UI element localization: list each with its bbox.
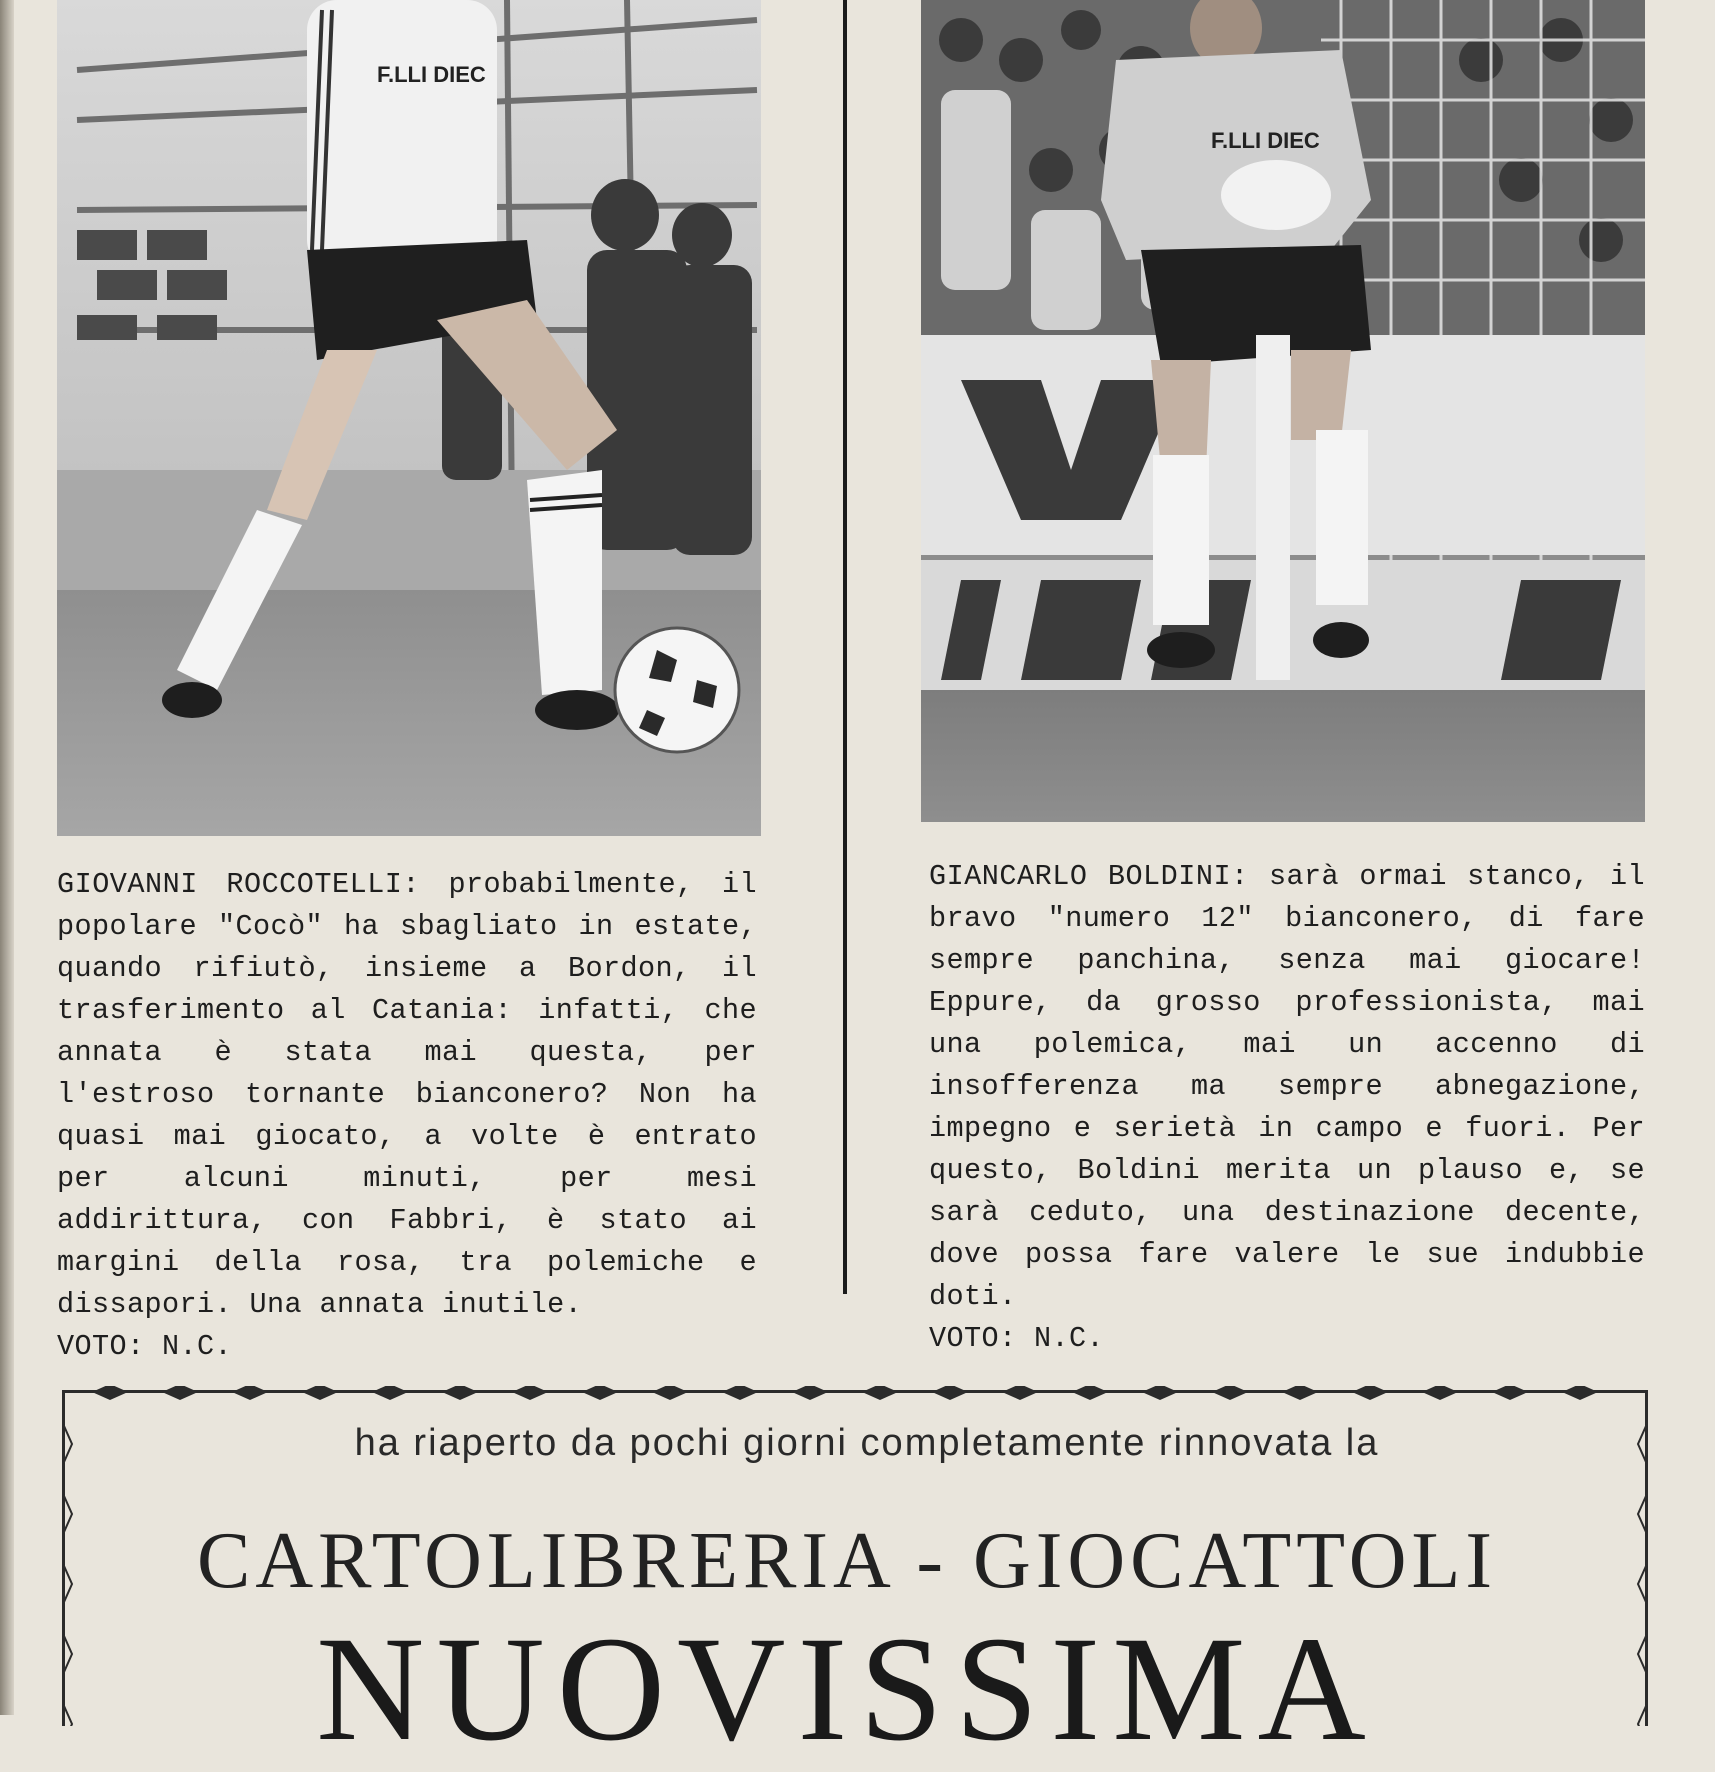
vote-boldini: VOTO: N.C. — [929, 1322, 1105, 1355]
advertisement — [62, 1386, 1648, 1772]
photo-boldini — [921, 0, 1645, 822]
page-edge — [0, 0, 14, 1715]
caption-roccotelli — [57, 864, 757, 1368]
vote-roccotelli: VOTO: N.C. — [57, 1330, 233, 1363]
ad-heading: CARTOLIBRERIA - GIOCATTOLI — [197, 1517, 1497, 1605]
article-text-roccotelli: probabilmente, il popolare "Cocò" ha sbagliato in estate, quando rifiutò, insieme a Bordon, il trasferimento al Catania: infatti, che annata è stata mai questa, per l'estroso tornante bianconero? Non ha quasi mai giocato, a volte è entrato per alcuni minuti, per mesi addirittura, con Fabbri, è stato ai margini della rosa, tra polemiche e dissapori. Una annata inutile. — [57, 868, 757, 1321]
photo-jersey-left: F.LLI DIEC — [377, 62, 486, 87]
caption-boldini — [929, 856, 1645, 1360]
ad-intro-text: ha riaperto da pochi giorni completamente rinnovata la — [354, 1422, 1380, 1464]
photo-roccotelli — [57, 0, 761, 836]
photo-jersey-right: F.LLI DIEC — [1211, 128, 1320, 153]
column-divider — [843, 0, 847, 1294]
ad-store-name: NUOVISSIMA — [316, 1606, 1378, 1772]
article-text-boldini: sarà ormai stanco, il bravo "numero 12" bianconero, di fare sempre panchina, senza mai giocare! Eppure, da grosso professionista, mai una polemica, mai un accenno di insofferenza ma sempre abnegazione, impegno e serietà in campo e fuori. Per questo, Boldini merita un plauso e, se sarà ceduto, una destinazione decente, dove possa fare valere le sue indubbie doti. — [929, 860, 1645, 1313]
player-name-boldini: GIANCARLO BOLDINI: — [929, 860, 1249, 893]
player-name-roccotelli: GIOVANNI ROCCOTELLI: — [57, 868, 421, 901]
